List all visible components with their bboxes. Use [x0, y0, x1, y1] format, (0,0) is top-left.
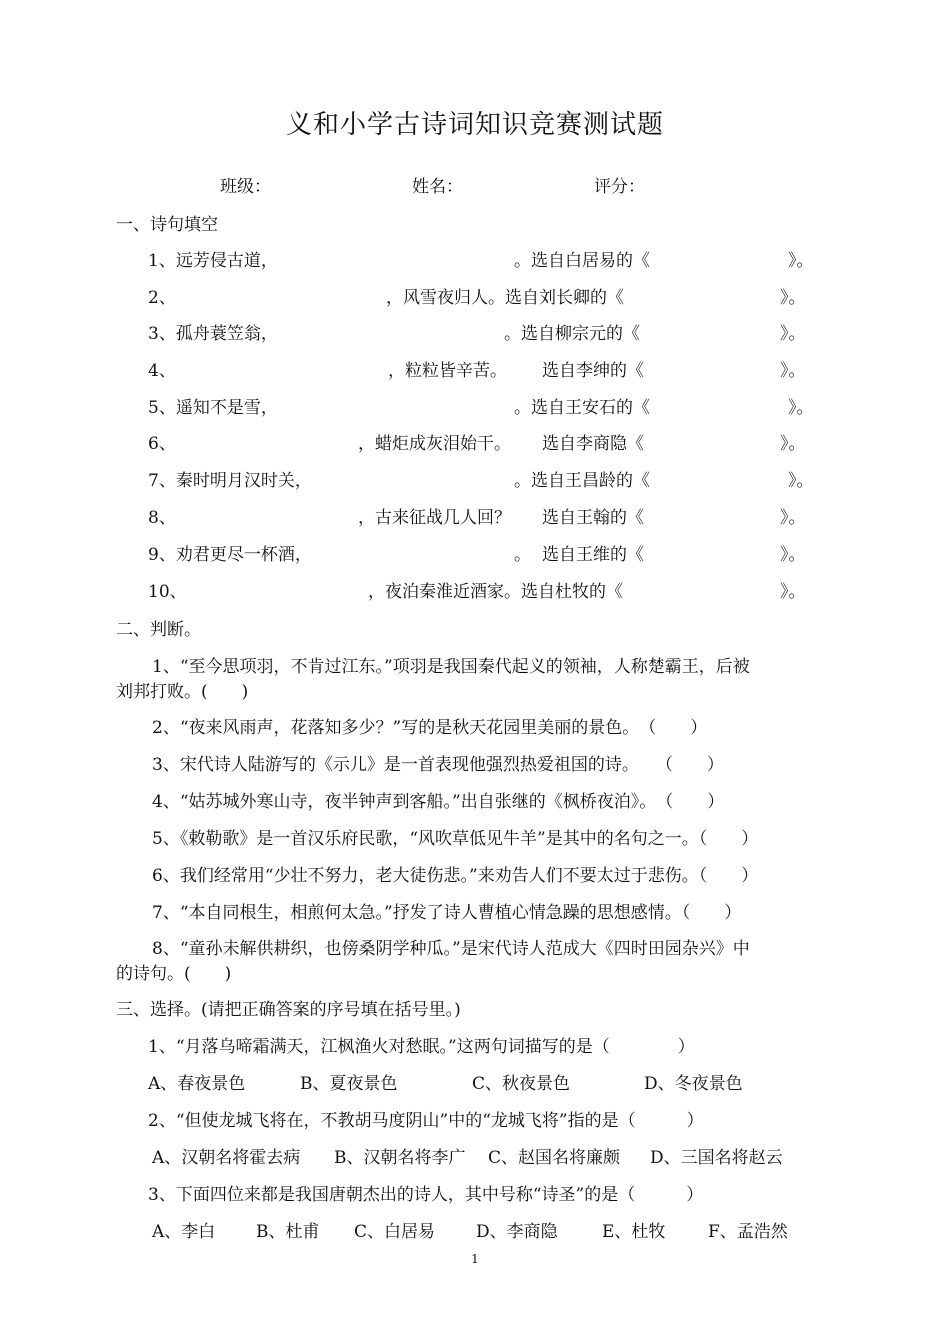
fill-item-text: 5、遥知不是雪，: [148, 398, 278, 418]
fill-item-5: [148, 393, 848, 418]
judge-item-4: 4、“姑苏城外寒山寺，夜半钟声到客船。”出自张继的《枫桥夜泊》。 （ ）: [152, 792, 725, 812]
choice-options-1: [148, 1069, 848, 1094]
choice-option: F、孟浩然: [708, 1222, 788, 1242]
name-label: 姓名：: [412, 177, 463, 197]
fill-item-6: [148, 429, 848, 454]
judge-item-6: 6、我们经常用“少壮不努力，老大徒伤悲。”来劝告人们不要太过于悲伤。（ ）: [152, 866, 759, 886]
fill-item-3: [148, 319, 848, 344]
fill-item-close: 》。: [788, 398, 814, 418]
fill-item-close: 》。: [780, 582, 806, 602]
choice-option: A、李白: [152, 1222, 216, 1242]
section1-heading: 一、诗句填空: [116, 215, 218, 235]
fill-item-source: 选自王翰的《: [542, 508, 644, 528]
fill-item-7: [148, 466, 848, 491]
score-label: 评分：: [594, 177, 645, 197]
fill-item-source: ，风雪夜归人。选自刘长卿的《: [386, 288, 624, 308]
class-label: 班级：: [220, 177, 271, 197]
fill-item-text: 9、劝君更尽一杯酒，: [148, 545, 312, 565]
fill-item-8: [148, 503, 848, 528]
choice-option: E、杜牧: [602, 1222, 666, 1242]
fill-item-1: [148, 246, 848, 271]
judge-item-8-cont: 的诗句。( ): [116, 964, 232, 984]
choice-question-1: 1、“月落乌啼霜满天，江枫渔火对愁眠。”这两句词描写的是（ ）: [148, 1037, 695, 1057]
choice-options-2: [152, 1143, 852, 1168]
fill-item-4: [148, 356, 848, 381]
choice-question-2: 2、“但使龙城飞将在，不教胡马度阴山”中的“龙城飞将”指的是（ ）: [148, 1111, 704, 1131]
fill-item-source: 。选自柳宗元的《: [504, 324, 640, 344]
judge-item-2: 2、“夜来风雨声，花落知多少？”写的是秋天花园里美丽的景色。 （ ）: [152, 718, 708, 738]
choice-option: C、白居易: [354, 1222, 436, 1242]
fill-item-text: 6、: [148, 434, 176, 454]
choice-option: B、杜甫: [256, 1222, 320, 1242]
judge-item-5: 5、《敕勒歌》是一首汉乐府民歌，“风吹草低见牛羊”是其中的名句之一。（ ）: [152, 829, 759, 849]
fill-item-source: ，夜泊秦淮近酒家。选自杜牧的《: [368, 582, 623, 602]
fill-item-close: 》。: [788, 251, 814, 271]
choice-question-3: 3、下面四位来都是我国唐朝杰出的诗人，其中号称“诗圣”的是（ ）: [148, 1185, 704, 1205]
section3-heading: 三、选择。(请把正确答案的序号填在括号里。): [116, 1000, 461, 1020]
page-number: 1: [471, 1252, 479, 1266]
fill-item-10: [148, 577, 848, 602]
fill-item-close: 》。: [780, 434, 806, 454]
choice-option: D、三国名将赵云: [650, 1148, 783, 1168]
fill-item-text: 3、孤舟蓑笠翁，: [148, 324, 278, 344]
choice-options-3: [152, 1217, 852, 1242]
choice-option: B、汉朝名将李广: [334, 1148, 466, 1168]
choice-option: C、赵国名将廉颇: [488, 1148, 621, 1168]
choice-option: D、李商隐: [476, 1222, 558, 1242]
choice-option: A、汉朝名将霍去病: [152, 1148, 301, 1168]
fill-item-text: 8、: [148, 508, 176, 528]
fill-item-2: [148, 283, 848, 308]
fill-item-9: [148, 540, 848, 565]
fill-item-poem: ，蜡炬成灰泪始干。: [358, 434, 511, 454]
fill-item-source: 。选自王昌龄的《: [514, 471, 650, 491]
fill-item-close: 》。: [780, 508, 806, 528]
fill-item-source: 。选自王安石的《: [514, 398, 650, 418]
judge-item-1-cont: 刘邦打败。( ): [116, 682, 249, 702]
fill-item-text: 7、秦时明月汉时关，: [148, 471, 312, 491]
fill-item-source: 选自李商隐《: [542, 434, 644, 454]
fill-item-close: 》。: [788, 471, 814, 491]
section2-heading: 二、判断。: [116, 620, 201, 640]
choice-option: B、夏夜景色: [300, 1074, 398, 1094]
judge-item-7: 7、“本自同根生，相煎何太急。”抒发了诗人曹植心情急躁的思想感情。（ ）: [152, 903, 742, 923]
judge-item-8: 8、“童孙未解供耕织，也傍桑阴学种瓜。”是宋代诗人范成大《四时田园杂兴》中: [152, 939, 750, 959]
fill-item-text: 1、远芳侵古道，: [148, 251, 278, 271]
fill-item-poem: ，粒粒皆辛苦。: [388, 361, 507, 381]
choice-option: C、秋夜景色: [472, 1074, 571, 1094]
fill-item-text: 10、: [148, 582, 187, 602]
fill-item-close: 》。: [780, 288, 806, 308]
fill-item-close: 》。: [780, 545, 806, 565]
fill-item-source: 选自李绅的《: [542, 361, 644, 381]
fill-item-poem: 。: [514, 545, 531, 565]
fill-item-source: 。选自白居易的《: [514, 251, 650, 271]
fill-item-poem: ，古来征战几人回？: [358, 508, 511, 528]
fill-item-close: 》。: [780, 324, 806, 344]
judge-item-1: 1、“至今思项羽，不肯过江东。”项羽是我国秦代起义的领袖，人称楚霸王，后被: [152, 657, 750, 677]
fill-item-text: 4、: [148, 361, 176, 381]
fill-item-close: 》。: [780, 361, 806, 381]
page-title: 义和小学古诗词知识竞赛测试题: [285, 110, 664, 140]
fill-item-text: 2、: [148, 288, 176, 308]
judge-item-3: 3、宋代诗人陆游写的《示儿》是一首表现他强烈热爱祖国的诗。 （ ）: [152, 755, 724, 775]
fill-item-source: 选自王维的《: [542, 545, 644, 565]
choice-option: A、春夜景色: [148, 1074, 246, 1094]
choice-option: D、冬夜景色: [644, 1074, 743, 1094]
